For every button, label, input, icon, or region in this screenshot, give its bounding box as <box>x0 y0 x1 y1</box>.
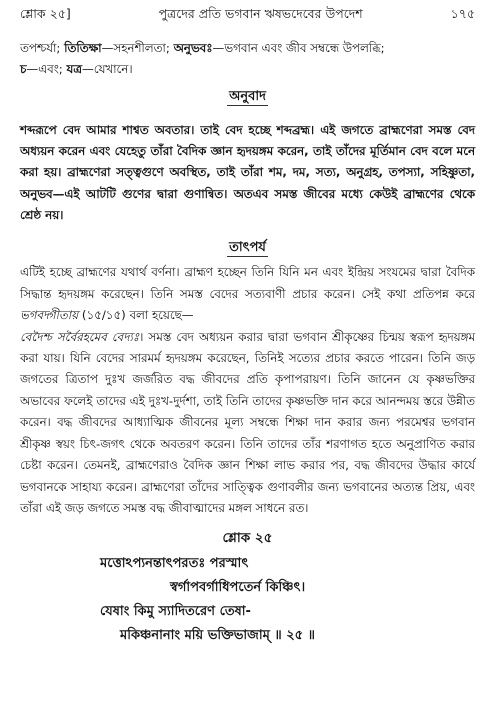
verse-line-1: মত্তোঽপ্যনন্তাৎপরতঃ পরস্মাৎ <box>100 556 249 572</box>
gloss-text: —যেখানে। <box>81 62 133 77</box>
purport-part: । সমস্ত বেদ অধ্যয়ন করার দ্বারা ভগবান শ্রীকৃষ্ণের চিন্ময় স্বরূপ হৃদয়ঙ্গম করা যায়। যিনি বেদের সারমর্ম হৃদয়ঙ্গম করেছেন, তিনিই সত্যের প্রচার করতে পারেন। তিনি জড় জগতের ত্রিতাপ দুঃখ জর্জরিত বদ্ধ জীবদের প্রতি কৃপাপরায়ণ। তিনি জানেন যে কৃষ্ণভক্তির অভাবের ফলেই তাদের এই দুঃখ-দুর্দশা, তাই তিনি তাদের কৃষ্ণভক্তি দান করে আনন্দময় স্তরে উন্নীত করেন। বদ্ধ জীবদের আধ্যাত্মিক জীবনের মূল্য সম্বন্ধে শিক্ষা দান করার জন্য পরমেশ্বর ভগবান শ্রীকৃষ্ণ স্বয়ং চিৎ-জগৎ থেকে অবতরণ করেন। তিনি তাদের তাঁর শরণাগত হতে অনুপ্রাণিত করার চেষ্টা করেন। তেমনই, ব্রাহ্মণেরাও বৈদিক জ্ঞান শিক্ষা লাভ করার পর, বদ্ধ জীবদের উদ্ধার কার্যে ভগবানকে সাহায্য করেন। ব্রাহ্মণেরা তাঁদের সাত্ত্বিক গুণাবলীর জন্য ভগবানের অত্যন্ত প্রিয়, এবং তাঁরা এই জড় জগতে সমস্ত বদ্ধ জীবাত্মাদের মঙ্গল সাধনে রত। <box>20 329 476 515</box>
gloss-text: —এবং; <box>26 62 67 77</box>
purport-text <box>20 262 475 519</box>
purport-quote: বেদৈশ্চ সর্বৈরহমেব বেদ্যঃ <box>20 329 140 344</box>
verse-line-4: মকিঞ্চনানাং ময়ি ভক্তিভাজাম্ ॥ ২৫ ॥ <box>120 628 315 644</box>
verse-line-3: যেষাং কিমু স্যাদিতরেণ তেষা- <box>100 604 251 620</box>
header-page-number: ১৭৫ <box>450 6 475 21</box>
gloss-text: —ভগবান এবং জীব সম্বন্ধে উপলব্ধি; <box>212 41 385 55</box>
word-gloss <box>20 38 475 81</box>
translation-heading <box>20 87 475 108</box>
gloss-term: অনুভবঃ <box>173 41 213 55</box>
sanskrit-verse <box>20 552 475 648</box>
purport-book-title: ভগবদ্গীতায় <box>20 308 79 323</box>
header-chapter-title: পুত্রদের প্রতি ভগবান ঋষভদেবের উপদেশ <box>158 6 363 21</box>
gloss-term: যত্র <box>66 62 82 77</box>
translation-heading-text: অনুবাদ <box>229 88 266 104</box>
running-header <box>20 6 475 28</box>
purport-part: এটিই হচ্ছে ব্রাহ্মণের যথার্থ বর্ণনা। ব্রাহ্মণ হচ্ছেন তিনি যিনি মন এবং ইন্দ্রিয় সংযমের দ্বারা বৈদিক সিদ্ধান্ত হৃদয়ঙ্গম করেছেন। তিনি সমস্ত বেদের সত্যবাণী প্রচার করেন। সেই কথা প্রতিপন্ন করে <box>20 265 475 301</box>
gloss-term: তিতিক্ষা <box>64 41 102 55</box>
translation-text: শব্দরূপে বেদ আমার শাশ্বত অবতার। তাই বেদ হচ্ছে শব্দব্রহ্ম। এই জগতে ব্রাহ্মণেরা সমস্ত বেদ অধ্যয়ন করেন এবং যেহেতু তাঁরা বৈদিক জ্ঞান হৃদয়ঙ্গম করেন, তাই তাঁদের মূর্তিমান বেদ বলে মনে করা হয়। ব্রাহ্মণেরা সত্ত্বগুণে অবস্থিত, তাই তাঁরা শম, দম, সত্য, অনুগ্রহ, তপস্যা, সহিষ্ণুতা, অনুভব—এই আটটি গুণের দ্বারা গুণান্বিত। অতএব সমস্ত জীবের মধ্যে কেউই ব্রাহ্মণের থেকে শ্রেষ্ঠ নয়। <box>20 122 475 223</box>
gloss-text: —সহনশীলতা; <box>101 41 174 55</box>
verse-line-2: স্বর্গাপবর্গাধিপতের্ন কিঞ্চিৎ। <box>170 580 306 596</box>
purport-heading <box>20 238 475 259</box>
verse-title: শ্লোক ২৫ <box>222 530 273 547</box>
purport-part: (১৫/১৫) বলা হয়েছে— <box>78 308 194 323</box>
gloss-term: চ <box>20 62 27 77</box>
header-verse-ref: শ্লোক ২৫] <box>20 6 71 21</box>
purport-heading-text: তাৎপর্য <box>229 240 266 256</box>
gloss-text: তপশ্চর্যা; <box>20 41 65 55</box>
